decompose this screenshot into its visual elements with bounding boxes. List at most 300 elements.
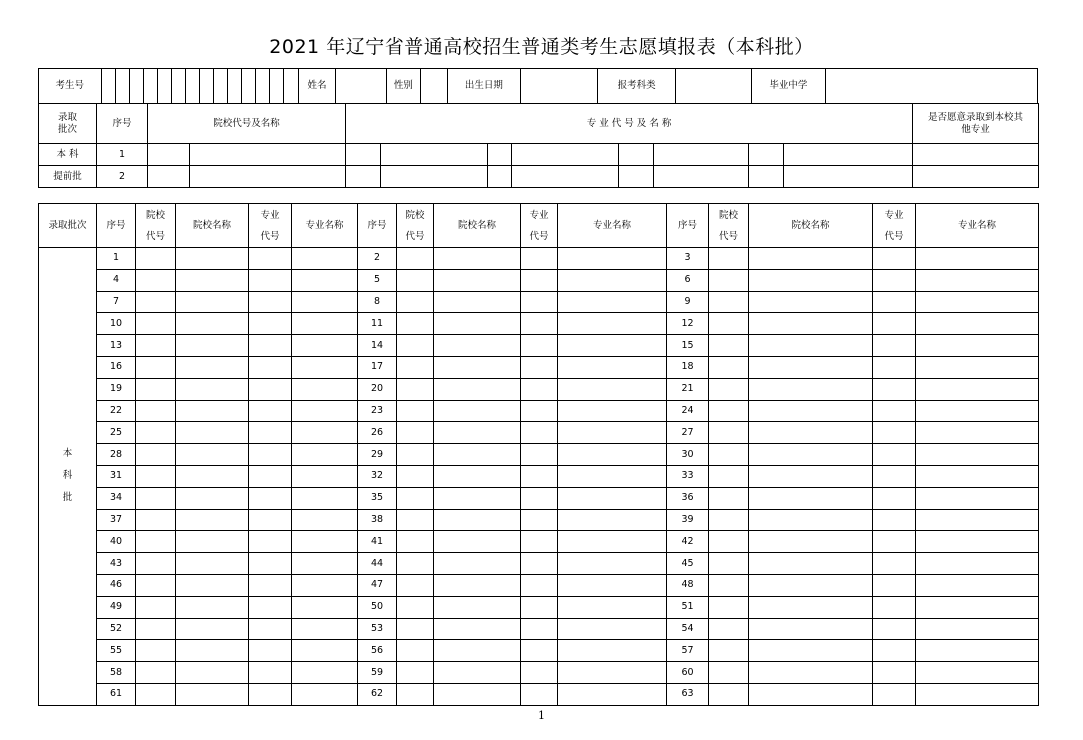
college-code-cell[interactable] <box>397 683 434 705</box>
college-code-cell[interactable] <box>136 269 176 291</box>
major-code-cell[interactable] <box>873 400 916 422</box>
college-name-cell[interactable] <box>434 640 521 662</box>
college-name-cell[interactable] <box>176 465 249 487</box>
college-code-cell[interactable] <box>709 378 749 400</box>
major-name-cell[interactable] <box>292 335 358 357</box>
seq-cell: 1 <box>97 248 136 270</box>
major-name-cell[interactable] <box>916 444 1039 466</box>
major-code-cell[interactable] <box>873 422 916 444</box>
college-code-cell[interactable] <box>397 553 434 575</box>
major-code-cell[interactable] <box>873 487 916 509</box>
college-code-cell[interactable] <box>148 144 190 166</box>
candidate-no-box[interactable] <box>213 69 227 104</box>
college-name-cell[interactable] <box>176 574 249 596</box>
major-code-cell[interactable] <box>249 553 292 575</box>
college-name-cell[interactable] <box>434 291 521 313</box>
major-code-cell[interactable] <box>521 335 558 357</box>
major-name-cell[interactable] <box>916 618 1039 640</box>
college-code-cell[interactable] <box>136 465 176 487</box>
college-code-cell[interactable] <box>397 335 434 357</box>
major-name-cell[interactable] <box>916 335 1039 357</box>
college-name-cell[interactable] <box>749 248 873 270</box>
major-name-cell[interactable] <box>558 248 667 270</box>
college-code-cell[interactable] <box>709 662 749 684</box>
college-name-cell[interactable] <box>749 291 873 313</box>
major-name-cell[interactable] <box>558 335 667 357</box>
candidate-no-box[interactable] <box>157 69 171 104</box>
major-name-cell[interactable] <box>292 662 358 684</box>
major-name-cell[interactable] <box>558 291 667 313</box>
major-name-cell[interactable] <box>558 487 667 509</box>
major-name-cell[interactable] <box>292 531 358 553</box>
major-code-cell[interactable] <box>249 596 292 618</box>
major-code-cell[interactable] <box>873 291 916 313</box>
college-code-cell[interactable] <box>397 596 434 618</box>
major-name-cell[interactable] <box>558 422 667 444</box>
seq-cell: 23 <box>358 400 397 422</box>
major-name-cell[interactable] <box>292 356 358 378</box>
college-name-cell[interactable] <box>434 335 521 357</box>
major-code-cell[interactable] <box>521 553 558 575</box>
major-code-cell[interactable] <box>249 683 292 705</box>
college-code-cell[interactable] <box>709 553 749 575</box>
major-code-cell[interactable] <box>249 335 292 357</box>
college-code-cell[interactable] <box>397 487 434 509</box>
college-name-cell[interactable] <box>434 487 521 509</box>
college-name-cell[interactable] <box>434 269 521 291</box>
major-code-cell[interactable] <box>249 248 292 270</box>
major-code-cell[interactable] <box>249 531 292 553</box>
major-name-cell[interactable] <box>558 618 667 640</box>
college-name-cell[interactable] <box>749 422 873 444</box>
college-code-cell[interactable] <box>397 313 434 335</box>
major-name-cell[interactable] <box>916 269 1039 291</box>
seq-cell: 53 <box>358 618 397 640</box>
major-code-cell[interactable] <box>249 640 292 662</box>
college-name-cell[interactable] <box>176 335 249 357</box>
college-code-cell[interactable] <box>709 683 749 705</box>
major-name-cell[interactable] <box>916 487 1039 509</box>
major-name-cell[interactable] <box>916 313 1039 335</box>
major-code-cell[interactable] <box>346 144 381 166</box>
college-name-cell[interactable] <box>434 422 521 444</box>
candidate-no-box[interactable] <box>241 69 255 104</box>
college-name-cell[interactable] <box>749 356 873 378</box>
college-code-cell[interactable] <box>709 422 749 444</box>
college-code-cell[interactable] <box>709 596 749 618</box>
college-name-cell[interactable] <box>434 248 521 270</box>
major-code-cell[interactable] <box>249 487 292 509</box>
college-code-cell[interactable] <box>397 618 434 640</box>
college-code-cell[interactable] <box>709 531 749 553</box>
major-code-cell[interactable] <box>488 166 512 188</box>
major-name-cell[interactable] <box>916 291 1039 313</box>
major-code-cell[interactable] <box>749 144 784 166</box>
college-name-cell[interactable] <box>434 662 521 684</box>
major-code-cell[interactable] <box>873 313 916 335</box>
college-code-cell[interactable] <box>136 248 176 270</box>
college-code-cell[interactable] <box>709 356 749 378</box>
college-code-cell[interactable] <box>136 509 176 531</box>
major-code-cell[interactable] <box>249 509 292 531</box>
major-code-cell[interactable] <box>521 683 558 705</box>
major-name-cell[interactable] <box>784 166 913 188</box>
major-name-cell[interactable] <box>292 487 358 509</box>
major-name-cell[interactable] <box>558 683 667 705</box>
major-code-cell[interactable] <box>249 444 292 466</box>
major-name-cell[interactable] <box>292 422 358 444</box>
major-name-cell[interactable] <box>292 400 358 422</box>
major-code-cell[interactable] <box>873 553 916 575</box>
major-code-cell[interactable] <box>619 166 654 188</box>
major-code-cell[interactable] <box>249 465 292 487</box>
school-field[interactable] <box>826 69 1038 104</box>
college-code-cell[interactable] <box>709 618 749 640</box>
major-code-cell[interactable] <box>873 596 916 618</box>
college-code-cell[interactable] <box>397 356 434 378</box>
college-code-cell[interactable] <box>136 444 176 466</box>
college-code-cell[interactable] <box>709 269 749 291</box>
college-name-cell[interactable] <box>434 356 521 378</box>
candidate-no-box[interactable] <box>227 69 241 104</box>
major-code-cell[interactable] <box>873 335 916 357</box>
major-code-cell[interactable] <box>873 509 916 531</box>
college-name-cell[interactable] <box>749 574 873 596</box>
major-name-cell[interactable] <box>292 618 358 640</box>
college-code-cell[interactable] <box>136 356 176 378</box>
candidate-no-box[interactable] <box>143 69 157 104</box>
college-name-cell[interactable] <box>434 378 521 400</box>
major-code-cell[interactable] <box>521 291 558 313</box>
college-code-cell[interactable] <box>136 378 176 400</box>
major-name-cell[interactable] <box>558 313 667 335</box>
college-name-cell[interactable] <box>749 269 873 291</box>
college-name-cell[interactable] <box>176 248 249 270</box>
major-code-cell[interactable] <box>521 269 558 291</box>
major-name-cell[interactable] <box>916 553 1039 575</box>
candidate-no-box[interactable] <box>101 69 115 104</box>
major-name-cell[interactable] <box>292 465 358 487</box>
college-code-cell[interactable] <box>397 509 434 531</box>
major-name-cell[interactable] <box>558 444 667 466</box>
major-name-cell[interactable] <box>558 465 667 487</box>
major-code-cell[interactable] <box>249 291 292 313</box>
college-code-cell[interactable] <box>136 335 176 357</box>
major-code-cell[interactable] <box>249 400 292 422</box>
major-code-cell[interactable] <box>249 662 292 684</box>
major-code-cell[interactable] <box>873 574 916 596</box>
major-code-cell[interactable] <box>521 574 558 596</box>
major-code-cell[interactable] <box>873 683 916 705</box>
major-code-cell[interactable] <box>521 618 558 640</box>
seq-cell: 3 <box>667 248 709 270</box>
college-name-cell[interactable] <box>176 553 249 575</box>
candidate-no-box[interactable] <box>129 69 143 104</box>
major-name-cell[interactable] <box>558 574 667 596</box>
college-name-cell[interactable] <box>749 378 873 400</box>
major-code-cell[interactable] <box>521 465 558 487</box>
college-code-cell[interactable] <box>709 444 749 466</box>
college-code-cell[interactable] <box>136 574 176 596</box>
college-code-cell[interactable] <box>136 422 176 444</box>
college-name-cell[interactable] <box>434 400 521 422</box>
college-code-cell[interactable] <box>397 378 434 400</box>
college-code-cell[interactable] <box>136 487 176 509</box>
college-name-cell[interactable] <box>434 509 521 531</box>
college-code-cell[interactable] <box>136 662 176 684</box>
college-name-cell[interactable] <box>749 683 873 705</box>
college-name-cell[interactable] <box>176 683 249 705</box>
candidate-no-box[interactable] <box>270 69 284 104</box>
major-code-cell[interactable] <box>249 618 292 640</box>
college-code-cell[interactable] <box>397 248 434 270</box>
major-code-cell[interactable] <box>521 400 558 422</box>
college-name-cell[interactable] <box>434 596 521 618</box>
major-code-cell[interactable] <box>749 166 784 188</box>
major-code-cell[interactable] <box>521 444 558 466</box>
college-code-cell[interactable] <box>709 291 749 313</box>
major-code-cell[interactable] <box>521 248 558 270</box>
college-name-cell[interactable] <box>176 640 249 662</box>
major-code-cell[interactable] <box>521 640 558 662</box>
college-name-cell[interactable] <box>176 618 249 640</box>
major-name-cell[interactable] <box>916 422 1039 444</box>
gender-field[interactable] <box>421 69 448 104</box>
college-code-cell[interactable] <box>397 422 434 444</box>
college-name-cell[interactable] <box>176 509 249 531</box>
major-code-cell[interactable] <box>873 465 916 487</box>
college-code-cell[interactable] <box>397 662 434 684</box>
college-name-cell[interactable] <box>176 444 249 466</box>
college-code-cell[interactable] <box>709 640 749 662</box>
college-code-cell[interactable] <box>397 400 434 422</box>
major-name-cell[interactable] <box>292 574 358 596</box>
college-code-cell[interactable] <box>136 596 176 618</box>
college-name-cell[interactable] <box>176 378 249 400</box>
major-code-cell[interactable] <box>521 662 558 684</box>
college-name-cell[interactable] <box>434 574 521 596</box>
major-name-cell[interactable] <box>558 378 667 400</box>
college-name-cell[interactable] <box>434 444 521 466</box>
accept-other-cell[interactable] <box>913 144 1039 166</box>
college-code-cell[interactable] <box>136 553 176 575</box>
major-name-cell[interactable] <box>292 596 358 618</box>
college-name-cell[interactable] <box>749 400 873 422</box>
college-name-cell[interactable] <box>434 553 521 575</box>
college-name-cell[interactable] <box>749 313 873 335</box>
college-code-cell[interactable] <box>709 335 749 357</box>
major-code-cell[interactable] <box>619 144 654 166</box>
major-name-cell[interactable] <box>512 144 619 166</box>
major-code-cell[interactable] <box>488 144 512 166</box>
major-code-cell[interactable] <box>249 422 292 444</box>
major-code-cell[interactable] <box>521 596 558 618</box>
candidate-no-box[interactable] <box>185 69 199 104</box>
major-code-cell[interactable] <box>873 618 916 640</box>
college-name-cell[interactable] <box>749 531 873 553</box>
college-name-cell[interactable] <box>176 356 249 378</box>
major-name-cell[interactable] <box>292 248 358 270</box>
major-code-cell[interactable] <box>873 640 916 662</box>
major-name-cell[interactable] <box>654 144 749 166</box>
major-name-cell[interactable] <box>558 509 667 531</box>
college-name-cell[interactable] <box>434 618 521 640</box>
major-code-cell[interactable] <box>249 269 292 291</box>
college-name-cell[interactable] <box>749 596 873 618</box>
major-name-cell[interactable] <box>512 166 619 188</box>
candidate-no-box[interactable] <box>255 69 269 104</box>
name-field[interactable] <box>335 69 386 104</box>
major-name-cell[interactable] <box>292 269 358 291</box>
college-code-cell[interactable] <box>709 313 749 335</box>
college-code-cell[interactable] <box>709 248 749 270</box>
major-name-cell[interactable] <box>292 683 358 705</box>
seq-cell: 25 <box>97 422 136 444</box>
college-name-cell[interactable] <box>749 487 873 509</box>
major-name-cell[interactable] <box>916 531 1039 553</box>
college-name-cell[interactable] <box>749 335 873 357</box>
college-code-col-header <box>136 204 176 248</box>
subject-field[interactable] <box>676 69 752 104</box>
college-code-cell[interactable] <box>397 465 434 487</box>
college-code-cell[interactable] <box>709 509 749 531</box>
major-code-cell[interactable] <box>249 378 292 400</box>
candidate-no-box[interactable] <box>284 69 299 104</box>
college-name-cell[interactable] <box>176 313 249 335</box>
major-name-cell[interactable] <box>916 400 1039 422</box>
college-name-cell[interactable] <box>176 596 249 618</box>
college-code-cell[interactable] <box>136 683 176 705</box>
college-name-cell[interactable] <box>749 509 873 531</box>
seq-cell: 27 <box>667 422 709 444</box>
major-name-cell[interactable] <box>654 166 749 188</box>
major-name-cell[interactable] <box>381 144 488 166</box>
college-code-cell[interactable] <box>397 574 434 596</box>
college-code-cell[interactable] <box>397 291 434 313</box>
major-name-cell[interactable] <box>558 596 667 618</box>
major-code-cell[interactable] <box>521 509 558 531</box>
college-name-cell[interactable] <box>176 269 249 291</box>
college-name-cell[interactable] <box>749 640 873 662</box>
college-name-cell[interactable] <box>176 400 249 422</box>
college-code-cell[interactable] <box>709 574 749 596</box>
college-code-cell[interactable] <box>136 400 176 422</box>
major-code-cell[interactable] <box>873 444 916 466</box>
major-code-cell[interactable] <box>873 248 916 270</box>
candidate-no-box[interactable] <box>199 69 213 104</box>
college-code-cell[interactable] <box>397 269 434 291</box>
major-code-cell[interactable] <box>521 487 558 509</box>
major-code-cell[interactable] <box>873 662 916 684</box>
major-name-cell[interactable] <box>292 553 358 575</box>
college-code-cell[interactable] <box>136 313 176 335</box>
college-name-cell[interactable] <box>176 662 249 684</box>
major-name-cell[interactable] <box>784 144 913 166</box>
college-name-cell[interactable] <box>434 465 521 487</box>
college-code-cell[interactable] <box>136 531 176 553</box>
major-code-cell[interactable] <box>249 313 292 335</box>
college-code-cell[interactable] <box>136 640 176 662</box>
major-name-cell[interactable] <box>916 662 1039 684</box>
college-name-cell[interactable] <box>749 553 873 575</box>
major-name-cell[interactable] <box>292 378 358 400</box>
college-name-cell[interactable] <box>176 422 249 444</box>
major-name-cell[interactable] <box>916 640 1039 662</box>
major-name-cell[interactable] <box>292 313 358 335</box>
major-name-cell[interactable] <box>916 378 1039 400</box>
major-code-cell[interactable] <box>521 356 558 378</box>
college-code-cell[interactable] <box>709 487 749 509</box>
major-name-cell[interactable] <box>916 596 1039 618</box>
accept-other-cell[interactable] <box>913 166 1039 188</box>
major-code-cell[interactable] <box>873 378 916 400</box>
major-name-cell[interactable] <box>916 509 1039 531</box>
major-code-cell[interactable] <box>521 531 558 553</box>
major-name-cell[interactable] <box>916 356 1039 378</box>
major-name-cell[interactable] <box>558 400 667 422</box>
major-code-cell[interactable] <box>521 422 558 444</box>
college-name-cell[interactable] <box>176 291 249 313</box>
major-name-cell[interactable] <box>558 553 667 575</box>
college-name-cell[interactable] <box>749 444 873 466</box>
college-code-cell[interactable] <box>709 465 749 487</box>
college-name-cell[interactable] <box>749 662 873 684</box>
candidate-no-box[interactable] <box>115 69 129 104</box>
major-name-cell[interactable] <box>558 269 667 291</box>
major-name-cell[interactable] <box>292 509 358 531</box>
major-code-cell[interactable] <box>873 531 916 553</box>
major-code-cell[interactable] <box>873 356 916 378</box>
major-name-cell[interactable] <box>558 531 667 553</box>
major-code-cell[interactable] <box>249 356 292 378</box>
major-name-cell[interactable] <box>916 248 1039 270</box>
major-name-cell[interactable] <box>292 640 358 662</box>
college-code-cell[interactable] <box>397 640 434 662</box>
major-name-cell[interactable] <box>558 640 667 662</box>
college-name-cell[interactable] <box>190 166 346 188</box>
college-name-cell[interactable] <box>176 487 249 509</box>
major-name-cell[interactable] <box>916 465 1039 487</box>
major-code-cell[interactable] <box>249 574 292 596</box>
college-code-cell[interactable] <box>709 400 749 422</box>
major-code-cell[interactable] <box>346 166 381 188</box>
candidate-no-box[interactable] <box>171 69 185 104</box>
college-code-cell[interactable] <box>136 291 176 313</box>
college-name-cell[interactable] <box>434 313 521 335</box>
college-name-cell[interactable] <box>434 531 521 553</box>
college-code-cell[interactable] <box>397 531 434 553</box>
college-name-cell[interactable] <box>434 683 521 705</box>
major-name-cell[interactable] <box>292 444 358 466</box>
birth-field[interactable] <box>520 69 598 104</box>
college-name-cell[interactable] <box>749 618 873 640</box>
major-name-cell[interactable] <box>558 356 667 378</box>
college-name-cell[interactable] <box>190 144 346 166</box>
college-name-cell[interactable] <box>176 531 249 553</box>
major-name-cell[interactable] <box>916 574 1039 596</box>
major-name-cell[interactable] <box>916 683 1039 705</box>
major-name-cell[interactable] <box>558 662 667 684</box>
major-name-cell[interactable] <box>292 291 358 313</box>
major-name-cell[interactable] <box>381 166 488 188</box>
college-name-cell[interactable] <box>749 465 873 487</box>
major-code-cell[interactable] <box>873 269 916 291</box>
major-code-cell[interactable] <box>521 313 558 335</box>
college-code-cell[interactable] <box>148 166 190 188</box>
major-code-cell[interactable] <box>521 378 558 400</box>
college-code-cell[interactable] <box>136 618 176 640</box>
college-code-cell[interactable] <box>397 444 434 466</box>
